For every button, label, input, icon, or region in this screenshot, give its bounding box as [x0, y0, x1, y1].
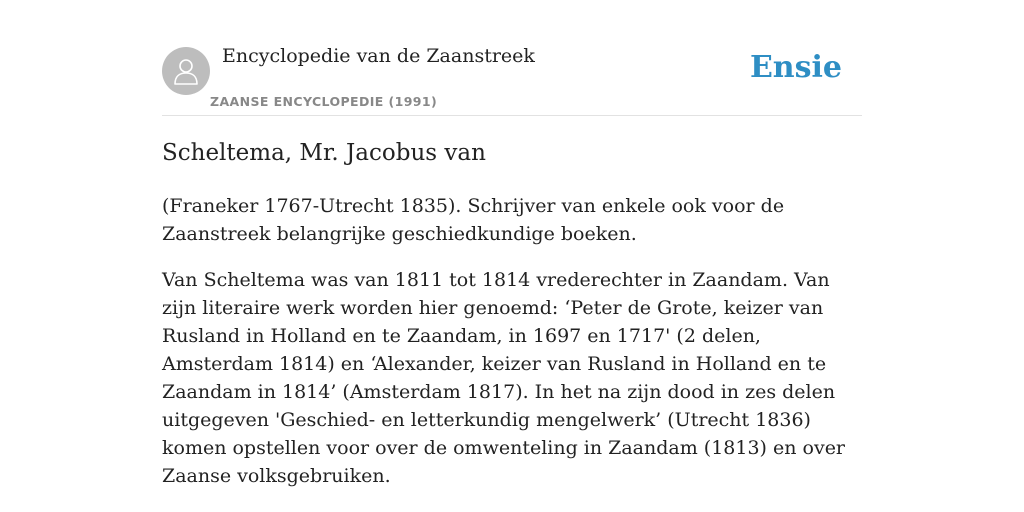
article-title: Scheltema, Mr. Jacobus van	[162, 140, 486, 166]
brand-logo[interactable]: Ensie	[749, 50, 842, 85]
source-avatar[interactable]	[162, 47, 210, 95]
header-divider	[162, 115, 862, 116]
article-paragraph: Van Scheltema was van 1811 tot 1814 vrederechter in Zaandam. Van zijn literaire werk worden hier genoemd: ‘Peter de Grote, keizer van Rusland in Holland en te Zaandam, in 1697 en 1717' (2 delen, Amsterdam 1814) en ‘Alexander, keizer van Rusland in Holland en te Zaandam in 1814’ (Amsterdam 1817). In het na zijn dood in zes delen uitgegeven 'Geschied- en letterkundig mengelwerk’ (Utrecht 1836) komen opstellen voor over de omwenteling in Zaandam (1813) en over Zaanse volksgebruiken.	[162, 269, 846, 487]
source-subtitle[interactable]: ZAANSE ENCYCLOPEDIE (1991)	[210, 94, 438, 109]
user-icon	[173, 57, 199, 85]
article-paragraph: (Franeker 1767-Utrecht 1835). Schrijver van enkele ook voor de Zaanstreek belangrijke geschiedkundige boeken.	[162, 195, 785, 245]
source-title[interactable]: Encyclopedie van de Zaanstreek	[222, 45, 535, 67]
